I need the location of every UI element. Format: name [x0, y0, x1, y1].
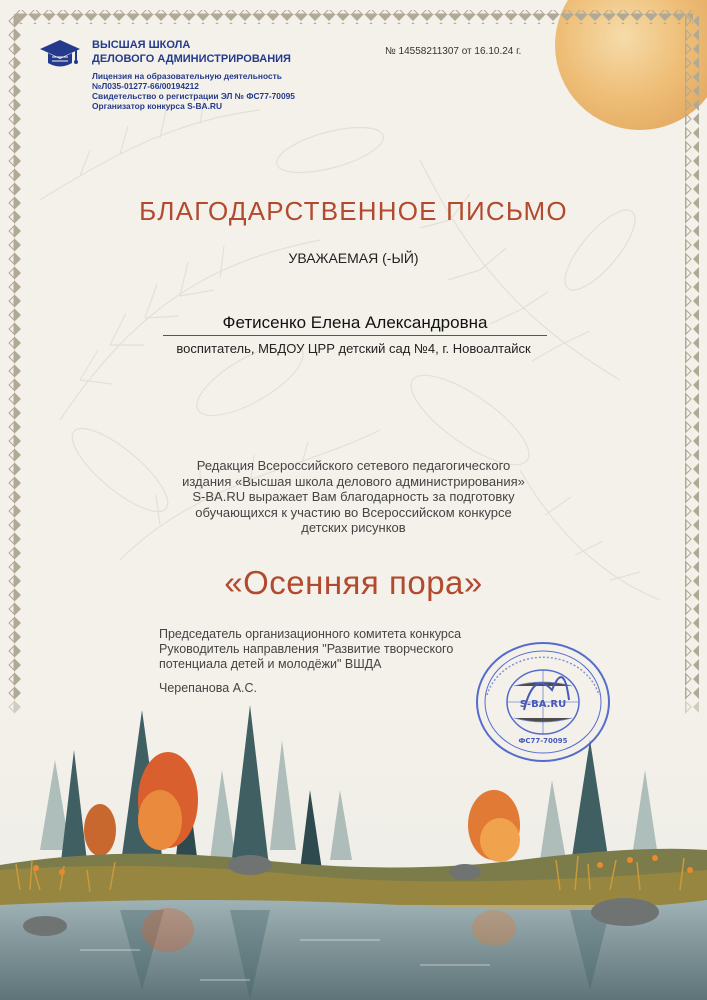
- body-line: детских рисунков: [301, 520, 406, 535]
- body-line: Редакция Всероссийского сетевого педагогического: [196, 458, 511, 473]
- license-info: [92, 71, 295, 111]
- body-text: [140, 458, 567, 536]
- contest-title: «Осенняя пора»: [224, 564, 483, 601]
- recipient-name: Фетисенко Елена Александровна: [163, 313, 547, 336]
- signer-name: Черепанова А.С.: [159, 681, 257, 695]
- chair-line: Председатель организационного комитета конкурса: [159, 627, 462, 641]
- recipient-position: воспитатель, МБДОУ ЦРР детский сад №4, г. Новоалтайск: [176, 341, 531, 356]
- body-line: обучающихся к участию во Всероссийском конкурсе: [195, 504, 512, 520]
- chair-title: [159, 627, 461, 672]
- official-stamp: [474, 640, 612, 764]
- certificate-title: БЛАГОДАРСТВЕННОЕ ПИСЬМО: [139, 196, 568, 226]
- body-line: S-BA.RU выражает Вам благодарность за подготовку: [192, 489, 515, 504]
- document-number: № 14558211307 от 16.10.24 г.: [385, 46, 522, 57]
- org-name-line: ДЕЛОВОГО АДМИНИСТРИРОВАНИЯ: [92, 53, 291, 65]
- stamp-reg-number: ФС77-70095: [518, 737, 568, 745]
- salutation: УВАЖАЕМАЯ (-ЫЙ): [288, 250, 419, 266]
- body-line: издания «Высшая школа делового администрирования»: [182, 473, 525, 489]
- license-line: Лицензия на образовательную деятельность: [92, 71, 282, 81]
- organization-name: [92, 38, 291, 66]
- chair-line: потенциала детей и молодёжи" ВШДА: [159, 657, 382, 671]
- stamp-url: S-BA.RU: [519, 699, 567, 710]
- license-line: Организатор конкурса S-BA.RU: [92, 101, 222, 111]
- license-line: Свидетельство о регистрации ЭЛ № ФС77-70095: [92, 91, 295, 101]
- graduation-cap-logo-icon: [38, 37, 82, 73]
- license-line: №Л035-01277-66/00194212: [92, 81, 199, 91]
- chair-line: Руководитель направления "Развитие творческого: [159, 642, 454, 656]
- org-name-line: ВЫСШАЯ ШКОЛА: [92, 39, 191, 51]
